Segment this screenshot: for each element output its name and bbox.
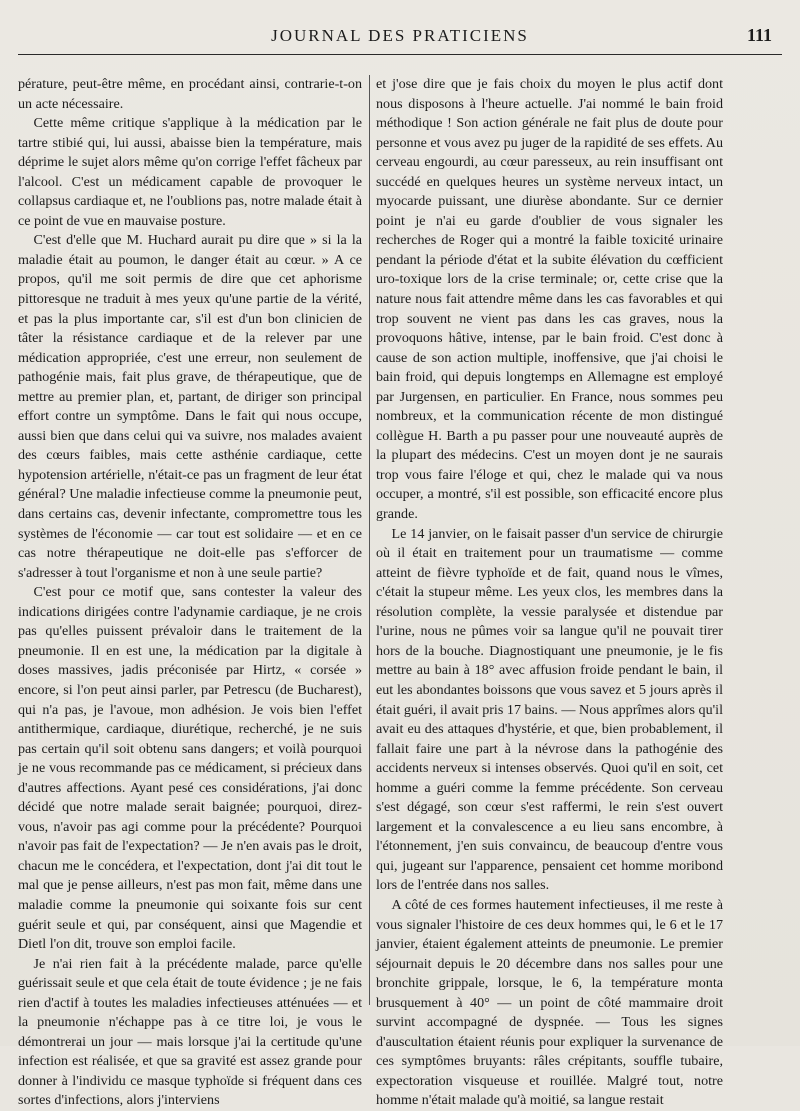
column-divider <box>369 75 370 1005</box>
left-paragraph-5: Je n'ai rien fait à la précédente malade, parce qu'elle guérissait seule et que cela était de toute évidence ; je ne fais rien d'actif à toutes les maladies infectieuses atténuées — et la pneumonie n'échappe pas à ce titre loi, je vous le démontrerai un jour — mais lorsque j'ai la certitude qu'une infection est réalisée, et que sa gravité est assez grande pour donner à l'individu ce masque typhoïde si fréquent dans ces sortes d'infections, alors j'interviens <box>18 955 362 1109</box>
left-column <box>18 75 362 1109</box>
running-title: JOURNAL DES PRATICIENS <box>271 26 529 45</box>
right-column <box>376 75 723 1109</box>
left-paragraph-2: Cette même critique s'applique à la médication par le tartre stibié qui, lui aussi, abaisse bien la température, mais déprime le sujet alors même qu'on corrige l'effet fâcheux par l'alcool. C'est un médicament capable de provoquer le collapsus cardiaque et, ne l'oublions pas, notre malade était à ce point de vue en mauvaise posture. <box>18 115 362 229</box>
right-paragraph-1: et j'ose dire que je fais choix du moyen le plus actif dont nous disposons à l'heure actuelle. J'ai nommé le bain froid méthodique ! Son action générale ne fait plus de doute pour personne et vous avez pu juger de la rapidité de ses effets. Au cerveau engourdi, au cœur paresseux, au rein insuffisant ont succédé en quelques heures un système nerveux intact, un myocarde puissant, une diurèse abondante. Sur ce dernier point je n'ai eu garde d'oublier de vous signaler les recherches de Roger qui a montré la faible toxicité urinaire pendant la période d'état et la subite élévation du cœfficient uro-toxique lors de la crise terminale; or, cette crise que la nature nous fait attendre même dans les cas favorables et qui trop souvent ne vient pas dans les cas graves, nous la provoquons hâtive, intense, par le bain froid. C'est donc à cause de son action multiple, inoffensive, que j'ai choisi le bain froid, qui depuis longtemps en Allemagne est employé par Jurgensen, en particulier. En France, nous sommes peu nombreux, et la communication récente de mon distingué collègue H. Barth a pu passer pour une nouveauté auprès de la plupart des médecins. C'est un moyen dont je ne saurais trop vous faire l'éloge et qui, chez le malade qui va nous occuper, a montré, s'il est possible, son efficacité encore plus grande. <box>376 76 723 523</box>
left-paragraph-1: pérature, peut-être même, en procédant ainsi, contrarie-t-on un acte nécessaire. <box>18 76 362 112</box>
right-paragraph-3: A côté de ces formes hautement infectieuses, il me reste à vous signaler l'histoire de ces deux hommes qui, le 6 et le 17 janvier, étaient également atteints de pneumonie. Le premier séjournait depuis le 20 décembre dans nos salles pour une bronchite grippale, lorsque, le 6, la température monta brusquement à 40° — un point de côté mammaire droit survint accompagné de dyspnée. — Tous les signes d'auscultation étaient réunis pour expliquer la survenance de ces symptômes bruyants: râles crépitants, souffle tubaire, expectoration visqueuse et rouillée. Malgré tout, notre homme n'était malade qu'à moitié, sa langue restait <box>376 896 723 1109</box>
left-paragraph-4: C'est pour ce motif que, sans contester la valeur des indications dirigées contre l'adynamie cardiaque, je ne crois pas qu'elles puissent prévaloir dans le traitement de la pneumonie. Il en est une, la médication par la digitale à doses massives, jadis préconisée par Hirtz, « corsée » encore, si l'on peut ainsi parler, par Petrescu (de Bucharest), qui n'a pas, je l'avoue, mon adhésion. Je vois bien l'effet antithermique, cardiaque, diurétique, recherché, je ne suis pas certain qu'il soit obtenu sans dangers; et voilà pourquoi je ne vous recommande pas ce médicament, si précieux dans d'autres affections. Ayant pesé ces considérations, j'ai donc décidé que notre malade serait baignée; pourquoi, direz-vous, n'avoir pas agi comme pour la précédente? Pourquoi n'avoir pas fait de l'expectation? — Je n'en avais pas le droit, chacun me le concédera, et l'expectation, dont j'ai dit tout le mal que je pense ailleurs, n'est pas mon fait, même dans une maladie comme la pneumonie qui soixante fois sur cent guérit seule et qui, par conséquent, ainsi que Magendie et Dietl l'on dit, trouve son emploi facile. <box>18 584 362 953</box>
page-header <box>18 22 782 55</box>
page-number: 111 <box>746 25 772 45</box>
right-paragraph-2: Le 14 janvier, on le faisait passer d'un service de chirurgie où il était en traitement pour un traumatisme — comme atteint de fièvre typhoïde et de fait, quand nous le vîmes, c'était la stupeur même. Les yeux clos, les membres dans la résolution complète, la vessie paralysée et distendue par l'urine, nous ne pûmes voir sa langue qu'il ne pouvait tirer hors de la bouche. Diagnostiquant une pneumonie, je le fis mettre au bain à 18° avec affusion froide pendant le bain, il eut les abondantes boissons que vous savez et 5 jours après il était guéri, il avait pris 17 bains. — Nous apprîmes alors qu'il avait eu des attaques d'hystérie, et que, bien probablement, il fallait faire une part à la névrose dans la pathogénie des accidents nerveux si intenses observés. Quoi qu'il en soit, cet homme a guéri comme la femme précédente. Son cerveau s'est dégagé, son cœur s'est raffermi, le rein s'est ouvert largement et la convalescence a eu lieu sans encombre, à l'étonnement, j'en suis convaincu, de beaucoup d'entre vous qui, jugeant sur l'apparence, pensaient cet homme moribond lors de l'entrée dans nos salles. <box>376 525 723 894</box>
left-paragraph-3: C'est d'elle que M. Huchard aurait pu dire que » si la la maladie était au poumon, le danger était au cœur. » A ce propos, qu'il me soit permis de dire que cet aphorisme pittoresque ne traduit à mes yeux qu'une partie de la vérité, et pas la plus importante car, s'il est d'un bon clinicien de tâter la résistance cardiaque et de la relever par une médication appropriée, c'est une erreur, non seulement de pathogénie mais, fait plus grave, de thérapeutique, que de mettre au premier plan, et, partant, de diriger son principal effort contre un symptôme. Dans le fait qui nous occupe, aussi bien que dans celui qui va suivre, nos malades avaient des cœurs faibles, mais cette asthénie cardiaque, cette hypotension artérielle, n'était-ce pas un fragment de leur état général? Une maladie infectieuse comme la pneumonie peut, dans certains cas, devenir infectante, compromettre tous les systèmes de l'économie — car tout est solidaire — et en ce cas notre thérapeutique ne doit-elle pas s'efforcer de s'adresser à tout l'organisme et non à une seule partie? <box>18 232 362 581</box>
